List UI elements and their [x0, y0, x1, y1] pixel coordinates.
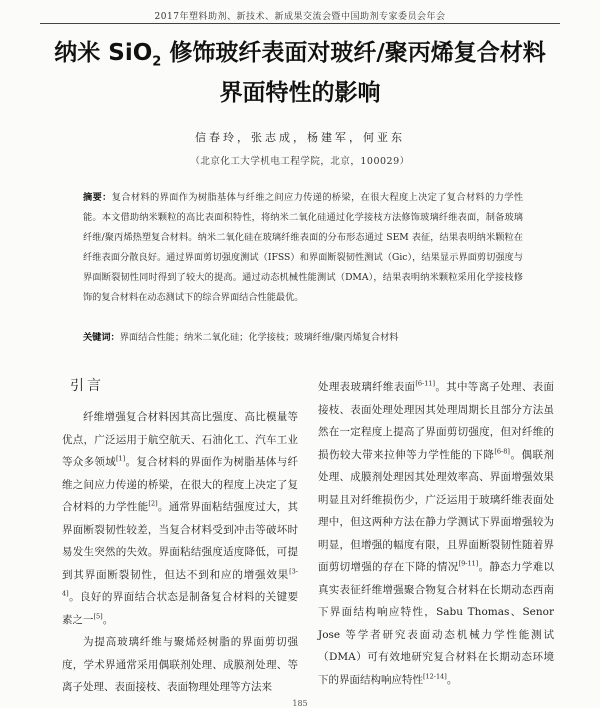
affiliation: （北京化工大学机电工程学院，北京，100029）	[190, 156, 410, 167]
text-run: 。其中等离子处理、表面接枝、表面处理处理因其处理周期长且部分方法虽然在一定程度上提高了界面剪切强度，但对纤维的损伤较大带来拉伸等力学性能的下降	[318, 381, 555, 461]
paragraph	[62, 406, 298, 631]
keywords	[83, 330, 523, 346]
text-run: 纤维增强复合材料因其高比强度、高比模量等优点，广泛运用于航空航天、石油化工、汽车工业等众多领域	[62, 411, 298, 468]
abstract-label: 摘要：	[83, 192, 112, 203]
title-subscript: 2	[152, 54, 162, 70]
title-text-b: 修饰玻纤表面对玻纤/聚丙烯复合材料	[161, 40, 546, 66]
title-text-a: 纳米 SiO	[54, 40, 153, 66]
paragraph	[318, 376, 554, 691]
citation: [5]	[93, 612, 103, 620]
paragraph: 为提高玻璃纤维与聚烯烃树脂的界面剪切强度，学术界通常采用偶联剂处理、成膜剂处理、等离子处理、表面接枝、表面物理处理等方法来	[62, 636, 298, 693]
text-run: 。	[102, 613, 114, 626]
section-heading-introduction: 引言	[70, 378, 104, 394]
body-column-left	[62, 406, 298, 699]
paper-title	[20, 38, 580, 109]
citation: [2]	[148, 499, 158, 508]
keywords-label: 关键词：	[83, 332, 120, 343]
citation: [9-11]	[458, 559, 479, 568]
citation: [6-11]	[415, 379, 436, 388]
citation: [1]	[116, 454, 126, 463]
running-header: 2017年塑料助剂、新技术、新成果交流会暨中国助剂专家委员会年会	[154, 12, 446, 22]
title-line-1	[20, 38, 580, 78]
abstract-text: 复合材料的界面作为树脂基体与纤维之间应力传递的桥梁，在很大程度上决定了复合材料的力学性能。本文借助纳米颗粒的高比表面积特性，将纳米二氧化硅通过化学接枝方法修饰玻璃纤维表面，制备玻璃纤维/聚丙烯热塑复合材料。纳米二氧化硅在玻璃纤维表面的分布形态通过 SEM 表征，结果表明纳米颗粒在纤维表面分散良好。通过界面剪切强度测试（IFSS）和界面断裂韧性测试（Gic），结果显示界面剪切强度与界面断裂韧性同时得到了较大的提高。通过动态机械性能测试（DMA），结果表明纳米颗粒采用化学接枝修饰的复合材料在动态测试下的综合界面结合性能最优。	[83, 192, 524, 303]
text-run: 。复合材料的界面作为树脂基体与纤维之间应力传递的桥梁，在很大的程度上决定了复合材料的力学性能	[62, 456, 299, 513]
page-number: 185	[292, 699, 308, 708]
text-run: 。偶联剂处理、成膜剂处理因其处理效率高、界面增强效果明显且对纤维损伤少，广泛运用于玻璃纤维表面处理中，但这两种方法在静力学测试下界面增强较为明显，但增强的幅度有限，且界面断裂韧性随着界面剪切增强的存在下降的情况	[318, 448, 555, 573]
text-run: 。	[446, 673, 458, 686]
citation: [6-8]	[494, 447, 510, 455]
abstract	[83, 188, 523, 308]
keywords-text: 界面结合性能；纳米二氧化硅；化学接枝；玻璃纤维/聚丙烯复合材料	[119, 332, 399, 343]
body-column-right	[318, 376, 554, 691]
text-run: 处理表玻璃纤维表面	[318, 381, 416, 393]
text-run: 。静态力学难以真实表征纤维增强聚合物复合材料在长期动态西南下界面结构响应特性，Sabu Thomas、Senor Jose 等学者研究表面动态机械力学性能测试（DMA）可有效地研究复合材料在长期动态环境下的界面结构响应特性	[318, 561, 555, 686]
citation: [3-4]	[62, 567, 298, 598]
text-run: 。良好的界面结合状态是制备复合材料的关键要素之一	[62, 591, 298, 626]
author-list: 信春玲，张志成，杨建军，何亚东	[195, 131, 405, 144]
header-rule	[40, 23, 560, 24]
citation: [12-14]	[423, 672, 447, 680]
title-line-2: 界面特性的影响	[219, 79, 381, 106]
text-run: 。通常界面粘结强度过大，其界面断裂韧性较差，当复合材料受到冲击等破坏时易发生突然的失效。界面粘结强度适度降低，可提到其界面断裂韧性，但达不到和应的增强效果	[62, 501, 299, 581]
